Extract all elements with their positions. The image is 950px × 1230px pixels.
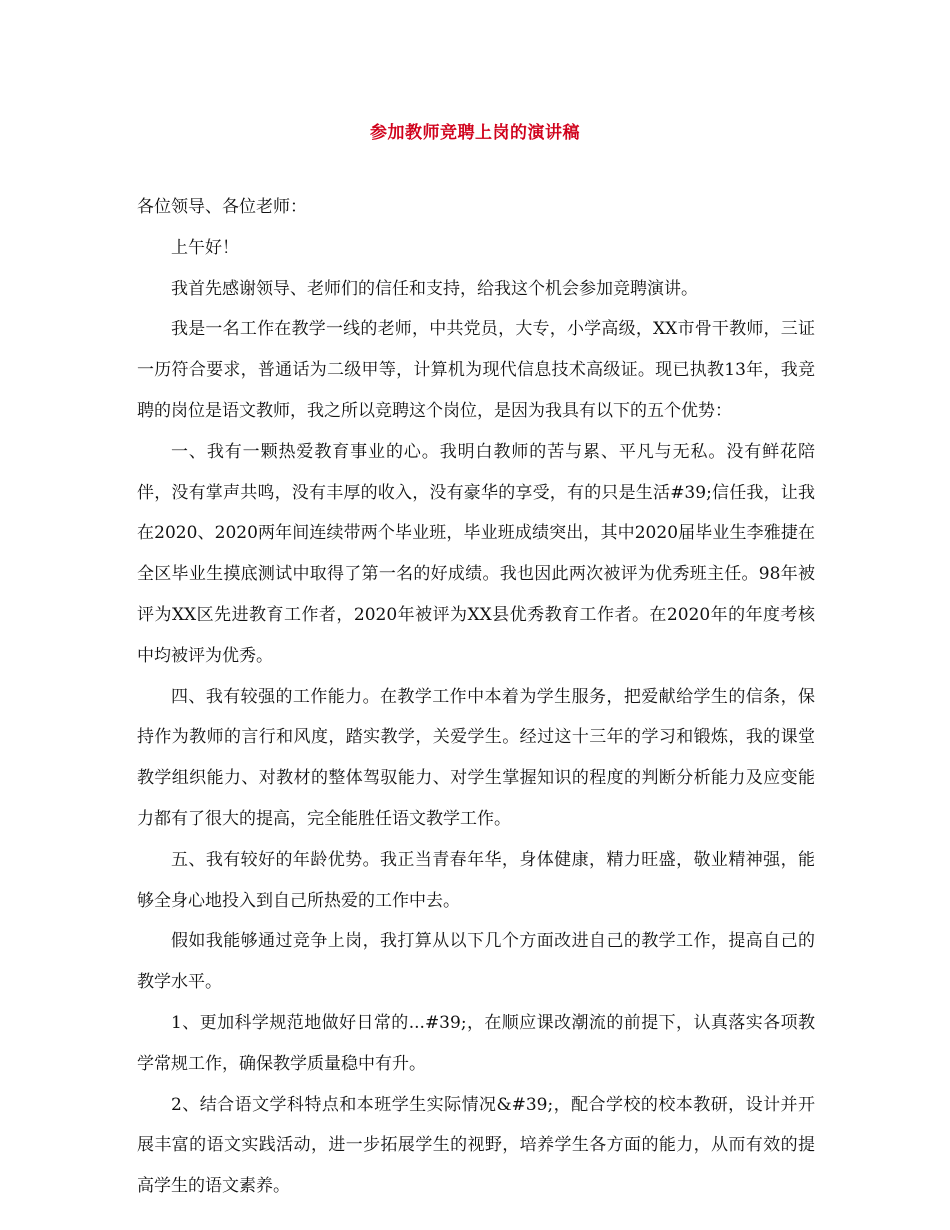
paragraph-plan-item-2: 2、结合语文学科特点和本班学生实际情况&#39;，配合学校的校本教研，设计并开展丰富的语文实践活动，进一步拓展学生的视野，培养学生各方面的能力，从而有效的提高学生的语文素养。 [137, 1094, 815, 1197]
paragraph-greeting: 上午好！ [171, 237, 239, 258]
paragraph-plan-intro: 假如我能够通过竞争上岗，我打算从以下几个方面改进自己的教学工作，提高自己的教学水平。 [137, 931, 815, 993]
document-body [137, 187, 815, 1207]
document-title: 参加教师竞聘上岗的演讲稿 [370, 123, 580, 143]
paragraph-advantage-one: 一、我有一颗热爱教育事业的心。我明白教师的苦与累、平凡与无私。没有鲜花陪伴，没有掌声共鸣，没有丰厚的收入，没有豪华的享受，有的只是生活#39;信任我，让我在2020、2020两年间连续带两个毕业班，毕业班成绩突出，其中2020届毕业生李雅捷在全区毕业生摸底测试中取得了第一名的好成绩。我也因此两次被评为优秀班主任。98年被评为XX区先进教育工作者，2020年被评为XX县优秀教育工作者。在2020年的年度考核中均被评为优秀。 [137, 441, 815, 666]
paragraph-introduction: 我是一名工作在教学一线的老师，中共党员，大专，小学高级，XX市骨干教师，三证一历符合要求，普通话为二级甲等，计算机为现代信息技术高级证。现已执教13年，我竞聘的岗位是语文教师，我之所以竞聘这个岗位，是因为我具有以下的五个优势： [137, 319, 815, 421]
paragraph-advantage-five: 五、我有较好的年龄优势。我正当青春年华，身体健康，精力旺盛，敬业精神强，能够全身心地投入到自己所热爱的工作中去。 [137, 849, 815, 911]
salutation: 各位领导、各位老师： [137, 197, 307, 217]
paragraph-advantage-four: 四、我有较强的工作能力。在教学工作中本着为学生服务，把爱献给学生的信条，保持作为教师的言行和风度，踏实教学，关爱学生。经过这十三年的学习和锻炼，我的课堂教学组织能力、对教材的整体驾驭能力、对学生掌握知识的程度的判断分析能力及应变能力都有了很大的提高，完全能胜任语文教学工作。 [137, 686, 815, 829]
paragraph-thanks: 我首先感谢领导、老师们的信任和支持，给我这个机会参加竞聘演讲。 [171, 278, 698, 299]
paragraph-plan-item-1: 1、更加科学规范地做好日常的...#39;，在顺应课改潮流的前提下，认真落实各项教学常规工作，确保教学质量稳中有升。 [137, 1012, 815, 1074]
